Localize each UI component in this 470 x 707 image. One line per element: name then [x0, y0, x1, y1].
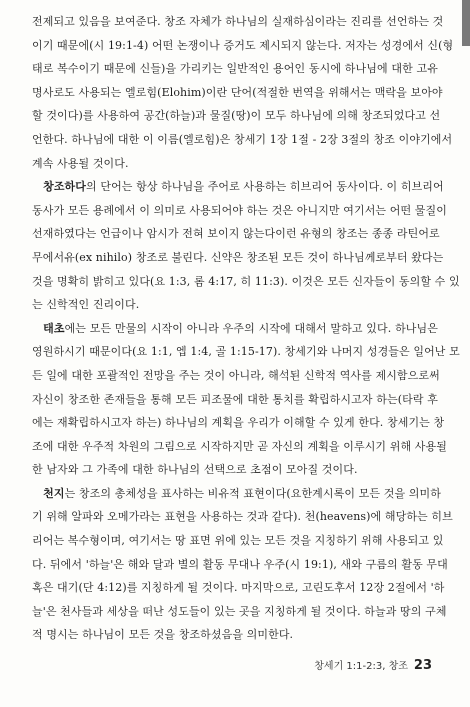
text-line: 천지는 창조의 총체성을 표사하는 비유적 표현이다(요한계시록이 모든 것을 의미하 — [43, 486, 441, 500]
text-line: 태로 복수이기 때문에 신들)을 가리키는 일반적인 용어인 동시에 하나님에 대한 고유 — [32, 62, 438, 76]
keyword: 태초 — [43, 321, 65, 335]
text-line: 조에 대한 우주적 차원의 그림으로 시작하지만 곧 자신의 계획을 이루시기 위해 사용될 — [32, 439, 447, 453]
paragraph-3 — [32, 317, 460, 482]
text-line: 언한다. 하나님에 대한 이 이름(엘로힘)은 창세기 1장 1절 - 2장 3절의 창조 이야기에서 — [32, 132, 453, 146]
text-line: 이기 때문에(시 19:1-4) 어떤 논쟁이나 증거도 제시되지 않는다. 저자는 성경에서 신(형 — [32, 38, 454, 52]
text-line: 는 신학적인 진리이다. — [32, 298, 140, 312]
text-line: 명사로도 사용되는 엘로힘(Elohim)이란 단어(적절한 번역을 위해서는 맥락을 보아야 — [32, 85, 443, 99]
text-line: 리어는 복수형이며, 여기서는 땅 표면 위에 있는 모든 것을 지칭하기 위해 사용되고 있 — [32, 534, 444, 548]
text-line: 자신이 창조한 존재들을 통해 모든 피조물에 대한 통치를 확립하시고자 하는(타락 후 — [32, 392, 438, 406]
keyword: 천지 — [43, 486, 65, 500]
text-line: 계속 사용될 것이다. — [32, 156, 129, 170]
text-line: 무에서유(ex nihilo) 창조로 불린다. 신약은 창조된 모든 것이 하나님께로부터 왔다는 — [32, 250, 444, 264]
paragraph-4 — [32, 482, 453, 647]
text-line: 것을 명확히 밝히고 있다(요 1:3, 롬 4:17, 히 11:3). 이것은 모든 신자들이 동의할 수 있 — [32, 274, 460, 288]
paragraph-2 — [32, 175, 460, 317]
text-line: 동사가 모든 용례에서 이 의미로 사용되어야 하는 것은 아니지만 여기서는 어떤 물질이 — [32, 203, 447, 217]
page-body — [32, 10, 460, 647]
text-line: 태초에는 모든 만물의 시작이 아니라 우주의 시작에 대해서 말하고 있다. 하나님은 — [43, 321, 438, 335]
text-line: 전제되고 있음을 보여준다. 창조 자체가 하나님의 실재하심이라는 진리를 선언하는 것 — [32, 15, 444, 28]
paragraph-1 — [32, 10, 454, 175]
text-line: 다. 뒤에서 '하늘'은 해와 달과 별의 활동 무대나 우주(시 19:1), 새와 구름의 활동 무대 — [32, 557, 448, 571]
text-line: 한 남자와 그 가족에 대한 하나님의 선택으로 초점이 모아질 것이다. — [32, 463, 358, 477]
text-line: 선재하였다는 언급이나 암시가 전혀 보이지 않는다이런 유형의 창조는 종종 라틴어로 — [32, 227, 440, 241]
text-line: 혹은 대기(단 4:12)를 지칭하게 될 것이다. 마지막으로, 고린도후서 12장 2절에서 '하 — [32, 581, 445, 595]
chapter-tab-mark — [462, 0, 470, 46]
text-line: 든 일에 대한 포괄적인 전망을 주는 것이 아니라, 해석된 신학적 역사를 제시함으로써 — [32, 368, 440, 382]
running-head: 창세기 1:1-2:3, 창조 — [314, 661, 408, 672]
keyword: 창조하다 — [43, 180, 87, 194]
text-line: 할 것이다)를 사용하여 공간(하늘)과 물질(땅)이 모두 하나님에 의해 창조되었다고 선 — [32, 109, 441, 123]
text-line: 창조하다의 단어는 항상 하나님을 주어로 사용하는 히브리어 동사이다. 이 히브리어 — [43, 180, 444, 194]
text-line: 에는 재확립하시고자 하는) 하나님의 계획을 우리가 이해할 수 있게 한다. 창세기는 창 — [32, 416, 445, 430]
text-line: 적 명시는 하나님이 모든 것을 창조하셨음을 의미한다. — [32, 628, 294, 642]
page-number: 23 — [413, 658, 432, 673]
text-line: 영원하시기 때문이다(요 1:1, 엡 1:4, 골 1:15-17). 창세기와 나머지 성경들은 일어난 모 — [32, 345, 460, 359]
text-line: 기 위해 알파와 오메가라는 표현을 사용하는 것과 같다). 천(heavens)에 해당하는 히브 — [32, 510, 453, 524]
page-footer — [314, 657, 432, 673]
text-line: 늘'은 천사들과 세상을 떠난 성도들이 있는 곳을 지칭하게 될 것이다. 하늘과 땅의 구체 — [32, 604, 447, 618]
